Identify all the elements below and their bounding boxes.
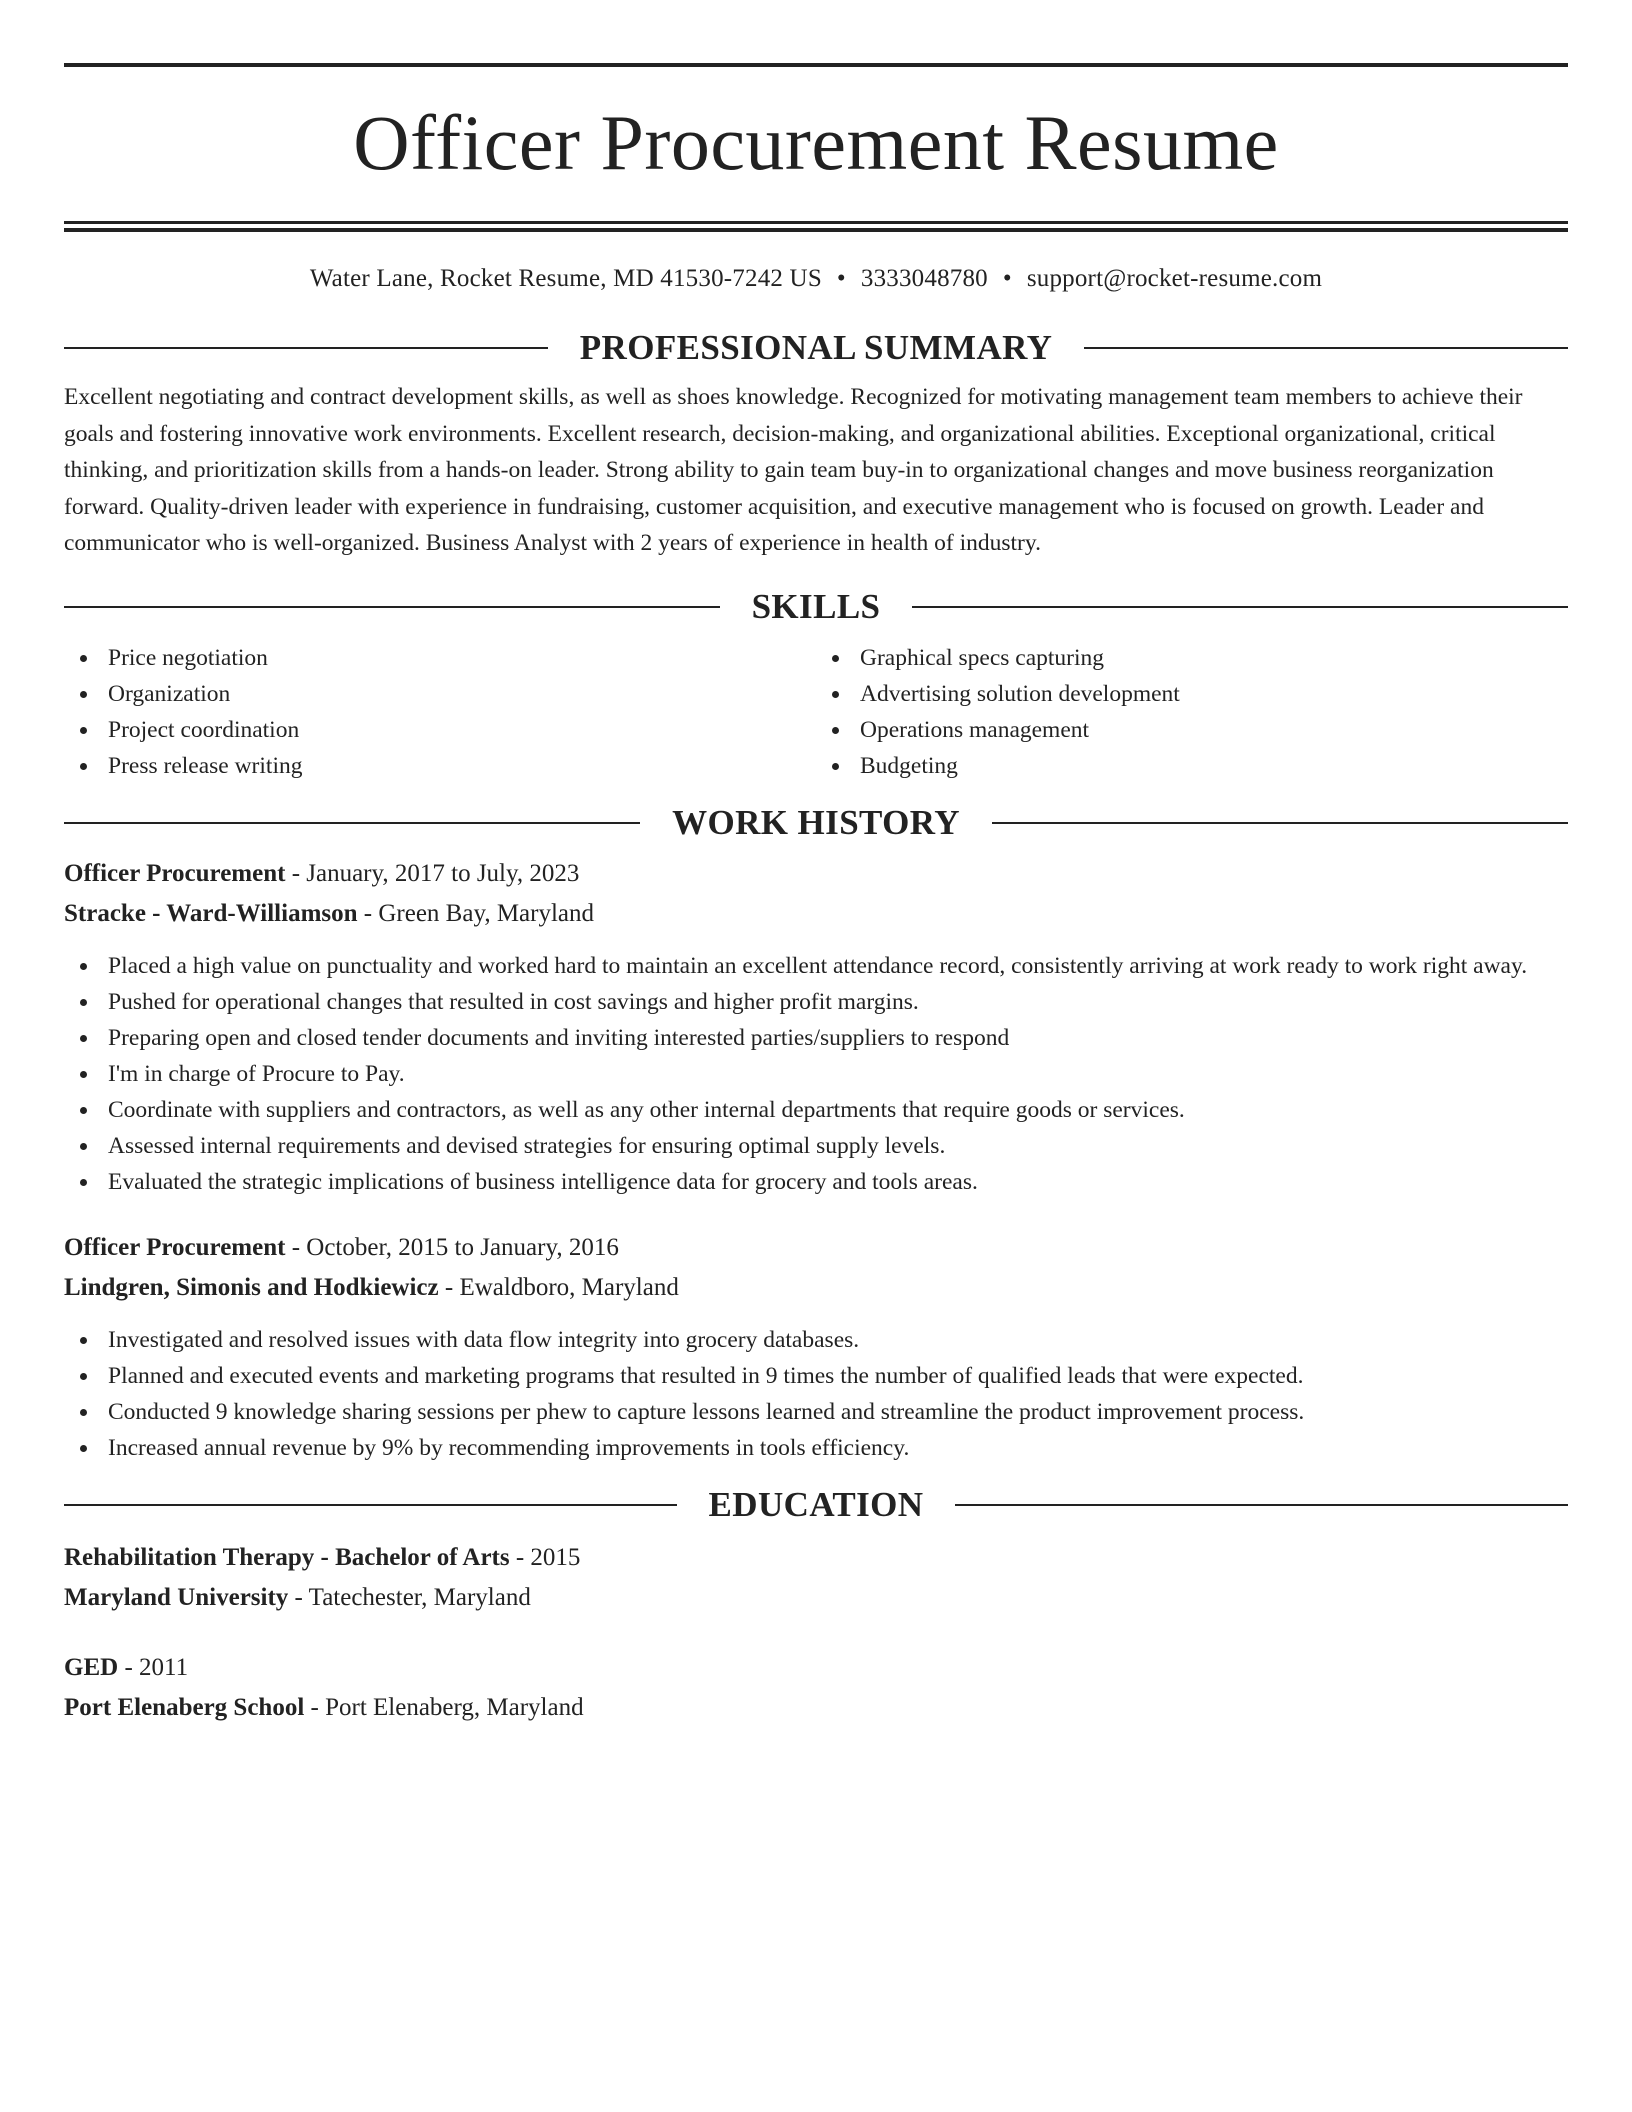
job-bullet: Preparing open and closed tender documents and inviting interested parties/suppliers to respond [64,1020,1568,1056]
section-rule-left [64,822,640,824]
job-bullet: Assessed internal requirements and devised strategies for ensuring optimal supply levels. [64,1128,1568,1164]
skills-list [64,640,1568,784]
education-year: - 2011 [118,1653,189,1681]
section-rule-right [1084,347,1568,349]
education-degree: Rehabilitation Therapy - Bachelor of Arts [64,1543,510,1571]
section-rule-left [64,606,720,608]
job-bullet: Investigated and resolved issues with data flow integrity into grocery databases. [64,1322,1568,1358]
job-bullet: Increased annual revenue by 9% by recommending improvements in tools efficiency. [64,1430,1568,1466]
skill-item: Press release writing [64,748,816,784]
contact-phone: 3333048780 [860,265,988,292]
work-section-title: WORK HISTORY [672,802,960,842]
skill-item: Graphical specs capturing [816,640,1568,676]
section-rule-left [64,347,548,349]
work-section-header [64,802,1568,844]
section-rule-left [64,1504,677,1506]
education-degree: GED [64,1653,119,1681]
skills-section-header [64,586,1568,628]
title-double-rule [64,221,1568,232]
contact-address: Water Lane, Rocket Resume, MD 41530-7242 US [309,265,822,292]
job-title: Officer Procurement [64,859,286,887]
section-rule-right [955,1504,1568,1506]
summary-section-header [64,327,1568,369]
job-location: - Ewaldboro, Maryland [438,1273,679,1301]
education-school-line [64,1578,1568,1618]
job-dates: - October, 2015 to January, 2016 [285,1233,619,1261]
skills-column-left [64,640,816,784]
education-section-header [64,1484,1568,1526]
job-bullet: Pushed for operational changes that resulted in cost savings and higher profit margins. [64,984,1568,1020]
skill-item: Budgeting [816,748,1568,784]
skill-item: Price negotiation [64,640,816,676]
section-rule-right [992,822,1568,824]
education-school: Maryland University [64,1583,289,1611]
skill-item: Project coordination [64,712,816,748]
job-title: Officer Procurement [64,1233,286,1261]
summary-text: Excellent negotiating and contract development skills, as well as shoes knowledge. Recognized for motivating management team members to achieve their goals and fostering innovative work environments. Excellent research, decision-making, and organizational abilities. Exceptional organizational, critical thinking, and prioritization skills from a hands-on leader. Strong ability to gain team buy-in to organizational changes and move business reorganization forward. Quality-driven leader with experience in fundraising, customer acquisition, and executive management who is focused on growth. Leader and communicator who is well-organized. Business Analyst with 2 years of experience in health of industry. [64,384,1523,556]
education-degree-line [64,1648,1568,1688]
job-title-line [64,1228,1568,1268]
education-degree-line [64,1538,1568,1578]
job-bullets [64,1322,1568,1466]
work-entry [64,854,1568,1200]
job-bullet: I'm in charge of Procure to Pay. [64,1056,1568,1092]
summary-section-title: PROFESSIONAL SUMMARY [579,328,1053,367]
contact-line [64,262,1568,296]
job-company-line [64,1268,1568,1308]
job-dates: - January, 2017 to July, 2023 [285,859,580,887]
work-entry [64,1228,1568,1466]
job-bullet: Coordinate with suppliers and contractors, as well as any other internal departments that require goods or services. [64,1092,1568,1128]
job-company: Lindgren, Simonis and Hodkiewicz [64,1273,439,1301]
top-rule [64,63,1568,67]
skill-item: Organization [64,676,816,712]
skill-item: Operations management [816,712,1568,748]
education-school: Port Elenaberg School [64,1693,305,1721]
education-section-title: EDUCATION [708,1484,924,1524]
job-company: Stracke - Ward-Williamson [64,899,358,927]
resume-title: Officer Procurement Resume [353,99,1279,186]
job-bullet: Planned and executed events and marketing programs that resulted in 9 times the number of qualified leads that were expected. [64,1358,1568,1394]
contact-separator: • [1002,265,1012,292]
job-bullet: Placed a high value on punctuality and worked hard to maintain an excellent attendance record, consistently arriving at work ready to work right away. [64,948,1568,984]
job-title-line [64,854,1568,894]
job-company-line [64,894,1568,934]
education-entry [64,1538,1568,1618]
contact-separator: • [836,265,846,292]
education-school-line [64,1688,1568,1728]
section-rule-right [912,606,1568,608]
education-location: - Tatechester, Maryland [288,1583,531,1611]
skill-item: Advertising solution development [816,676,1568,712]
job-bullets [64,948,1568,1200]
education-year: - 2015 [509,1543,581,1571]
job-bullet: Conducted 9 knowledge sharing sessions per phew to capture lessons learned and streamline the product improvement process. [64,1394,1568,1430]
job-bullet: Evaluated the strategic implications of business intelligence data for grocery and tools areas. [64,1164,1568,1200]
job-location: - Green Bay, Maryland [357,899,595,927]
contact-email: support@rocket-resume.com [1026,265,1323,292]
skills-column-right [816,640,1568,784]
education-entry [64,1648,1568,1728]
skills-section-title: SKILLS [751,586,881,626]
education-location: - Port Elenaberg, Maryland [304,1693,584,1721]
